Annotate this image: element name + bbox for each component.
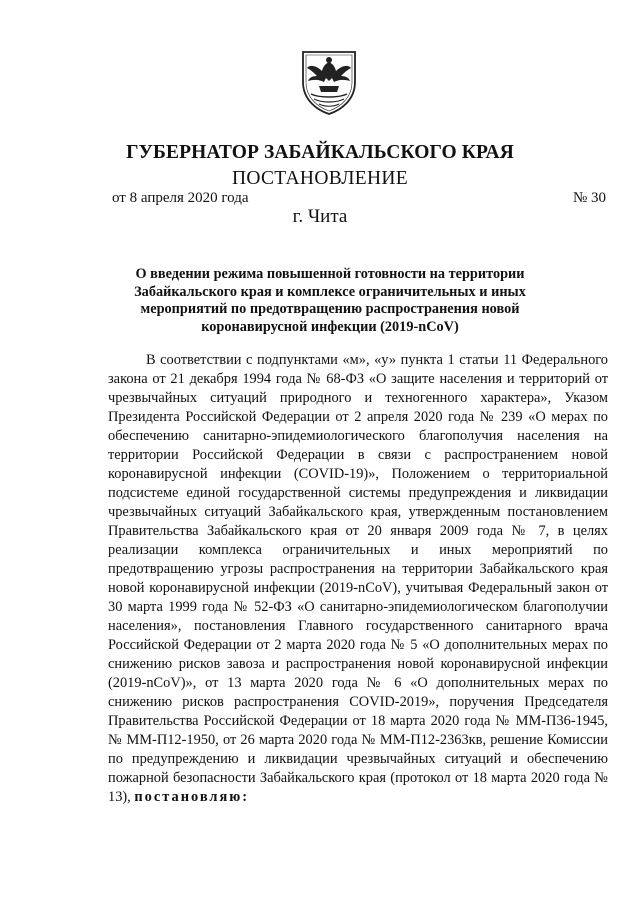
document-date: от 8 апреля 2020 года bbox=[112, 190, 249, 206]
decree-word: постановляю: bbox=[134, 789, 250, 805]
preamble-text: В соответствии с подпунктами «м», «у» пункта 1 статьи 11 Федерального закона от 21 декабря 1994 года № 68-ФЗ «О защите населения и территорий от чрезвычайных ситуаций природного и техногенного характера», Указом Президента Российской Федерации от 2 апреля 2020 года № 239 «О мерах по обеспечению санитарно-эпидемиологического благополучия населения на территории Российской Федерации в связи с распространением новой коронавирусной инфекции (COVID-19)», Положением о территориальной подсистеме единой государственной системы предупреждения и ликвидации чрезвычайных ситуаций Забайкальского края, утвержденным постановлением Правительства Забайкальского края от 20 января 2009 года № 7, в целях реализации комплекса ограничительных и иных мероприятий по предотвращению угрозы распространения на территории Забайкальского края новой коронавирусной инфекции (2019-nCoV), учитывая Федеральный закон от 30 марта 1999 года № 52-ФЗ «О санитарно-эпидемиологическом благополучии населения», постановления Главного государственного санитарного врача Российской Федерации от 2 марта 2020 года № 5 «О дополнительных мерах по снижению рисков завоза и распространения новой коронавирусной инфекции (2019-nCoV)», от 13 марта 2020 года № 6 «О дополнительных мерах по снижению рисков распространения COVID-2019», поручения Председателя Правительства Российской Федерации от 18 марта 2020 года № ММ-П36-1945, № ММ-П12-1950, от 26 марта 2020 года № ММ-П12-2363кв, решение Комиссии по предупреждению и ликвидации чрезвычайных ситуаций и обеспечению пожарной безопасности Забайкальского края (протокол от 18 марта 2020 года № 13), bbox=[108, 352, 608, 805]
issue-city: г. Чита bbox=[292, 206, 348, 227]
document-title: О введении режима повышенной готовности на территории Забайкальского края и комплексе ограничительных и иных мероприятий по предотвращению распространения новой коронавирусной инфекции (2019-nCoV) bbox=[134, 266, 526, 335]
issuing-authority: ГУБЕРНАТОР ЗАБАЙКАЛЬСКОГО КРАЯ bbox=[126, 142, 514, 163]
document-number: № 30 bbox=[572, 190, 606, 206]
coat-of-arms-icon bbox=[297, 48, 361, 116]
body-paragraph bbox=[108, 351, 608, 807]
document-type: ПОСТАНОВЛЕНИЕ bbox=[232, 168, 408, 189]
